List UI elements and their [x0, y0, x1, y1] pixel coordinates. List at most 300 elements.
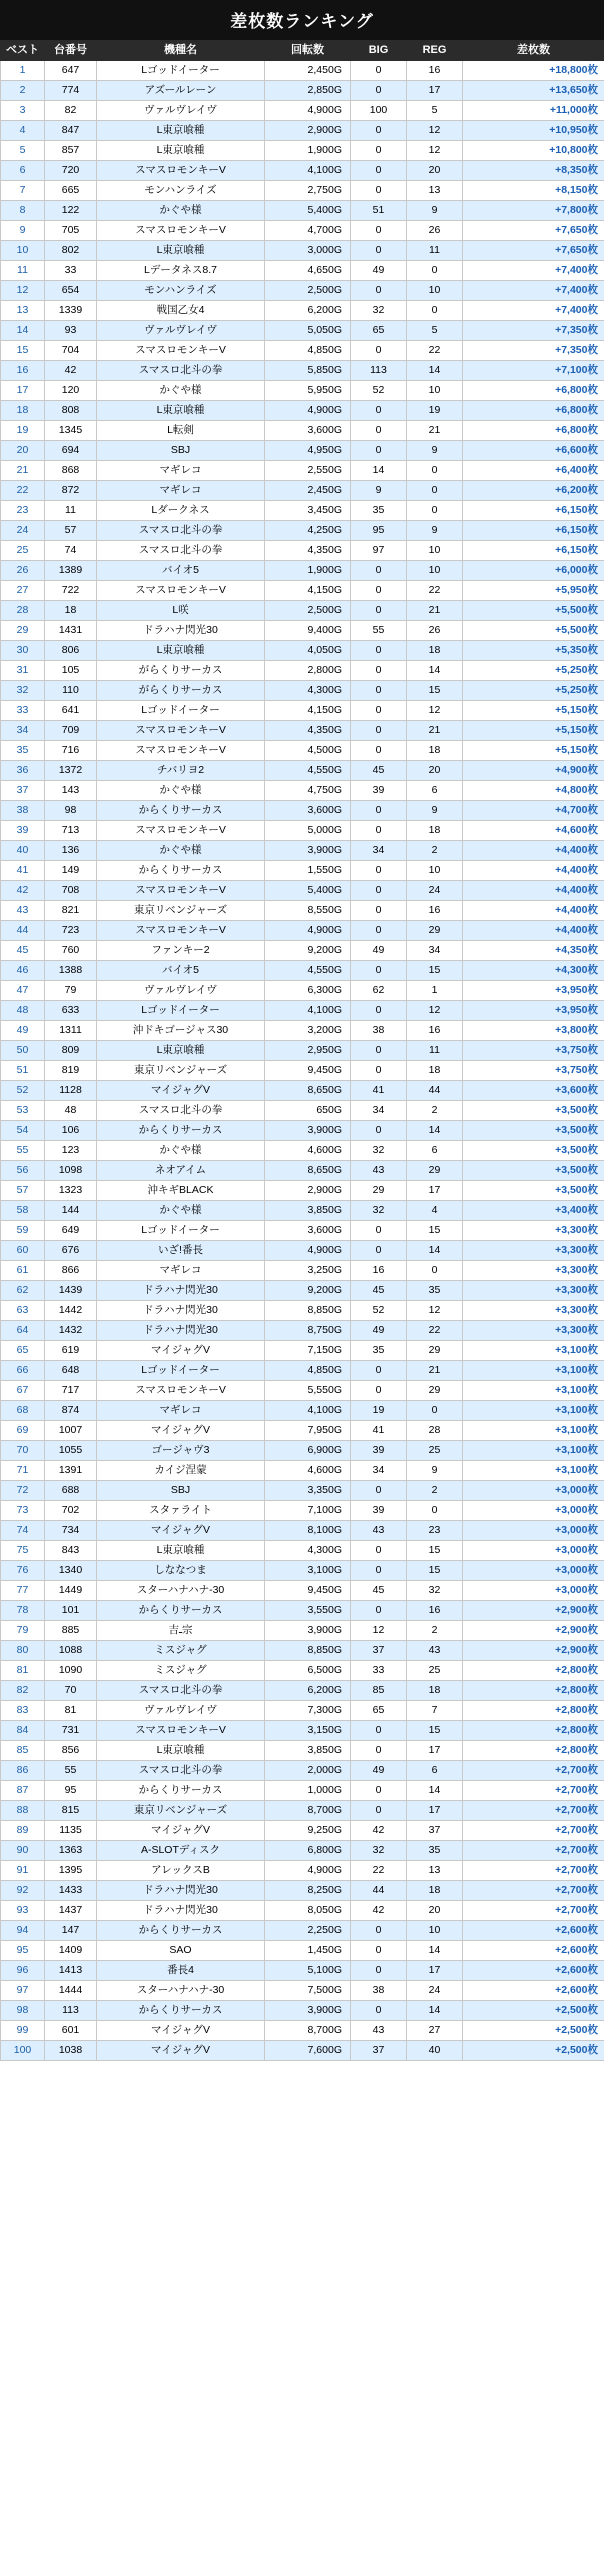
- cell-rank: 31: [1, 661, 45, 681]
- cell-diff: +7,350枚: [463, 341, 604, 361]
- cell-reg: 15: [407, 1721, 463, 1741]
- cell-diff: +2,500枚: [463, 2001, 604, 2021]
- cell-spin: 6,500G: [265, 1661, 351, 1681]
- cell-reg: 14: [407, 2001, 463, 2021]
- cell-reg: 23: [407, 1521, 463, 1541]
- cell-name: カイジ涅蒙: [97, 1461, 265, 1481]
- cell-reg: 10: [407, 381, 463, 401]
- cell-reg: 5: [407, 101, 463, 121]
- cell-spin: 2,800G: [265, 661, 351, 681]
- cell-name: スマスロモンキーV: [97, 161, 265, 181]
- cell-id: 143: [45, 781, 97, 801]
- cell-id: 709: [45, 721, 97, 741]
- cell-big: 0: [351, 1561, 407, 1581]
- cell-id: 857: [45, 141, 97, 161]
- cell-spin: 9,200G: [265, 1281, 351, 1301]
- cell-spin: 8,700G: [265, 1801, 351, 1821]
- cell-big: 0: [351, 601, 407, 621]
- cell-name: かぐや様: [97, 781, 265, 801]
- cell-name: SBJ: [97, 441, 265, 461]
- cell-reg: 20: [407, 161, 463, 181]
- cell-rank: 50: [1, 1041, 45, 1061]
- cell-spin: 4,350G: [265, 541, 351, 561]
- cell-name: からくりサーカス: [97, 1921, 265, 1941]
- cell-diff: +3,300枚: [463, 1221, 604, 1241]
- cell-name: スターハナハナ-30: [97, 1981, 265, 2001]
- cell-id: 722: [45, 581, 97, 601]
- column-header-machine-number: 台番号: [45, 41, 97, 61]
- cell-reg: 18: [407, 741, 463, 761]
- cell-spin: 5,950G: [265, 381, 351, 401]
- cell-id: 647: [45, 61, 97, 81]
- cell-rank: 3: [1, 101, 45, 121]
- cell-id: 57: [45, 521, 97, 541]
- cell-diff: +3,500枚: [463, 1141, 604, 1161]
- cell-rank: 68: [1, 1401, 45, 1421]
- cell-reg: 26: [407, 221, 463, 241]
- cell-rank: 32: [1, 681, 45, 701]
- cell-big: 0: [351, 1781, 407, 1801]
- cell-big: 0: [351, 1361, 407, 1381]
- cell-spin: 7,100G: [265, 1501, 351, 1521]
- cell-name: マイジャグV: [97, 2041, 265, 2061]
- cell-big: 95: [351, 521, 407, 541]
- cell-rank: 55: [1, 1141, 45, 1161]
- cell-diff: +2,500枚: [463, 2021, 604, 2041]
- cell-big: 43: [351, 1521, 407, 1541]
- cell-name: SBJ: [97, 1481, 265, 1501]
- cell-spin: 4,250G: [265, 521, 351, 541]
- cell-name: 東京リベンジャーズ: [97, 901, 265, 921]
- cell-reg: 0: [407, 481, 463, 501]
- cell-spin: 3,250G: [265, 1261, 351, 1281]
- cell-name: モンハンライズ: [97, 281, 265, 301]
- cell-reg: 0: [407, 261, 463, 281]
- cell-id: 1431: [45, 621, 97, 641]
- cell-spin: 1,900G: [265, 561, 351, 581]
- cell-id: 82: [45, 101, 97, 121]
- cell-spin: 7,500G: [265, 1981, 351, 2001]
- cell-rank: 14: [1, 321, 45, 341]
- cell-spin: 7,600G: [265, 2041, 351, 2061]
- table-row: [1, 1561, 604, 1581]
- cell-id: 1038: [45, 2041, 97, 2061]
- cell-id: 1389: [45, 561, 97, 581]
- table-row: [1, 901, 604, 921]
- cell-name: アズールレーン: [97, 81, 265, 101]
- cell-name: ヴァルヴレイヴ: [97, 981, 265, 1001]
- cell-reg: 24: [407, 1981, 463, 2001]
- cell-id: 1323: [45, 1181, 97, 1201]
- cell-id: 688: [45, 1481, 97, 1501]
- cell-id: 48: [45, 1101, 97, 1121]
- cell-diff: +2,700枚: [463, 1801, 604, 1821]
- cell-big: 0: [351, 241, 407, 261]
- cell-rank: 22: [1, 481, 45, 501]
- cell-name: スマスロモンキーV: [97, 581, 265, 601]
- cell-rank: 84: [1, 1721, 45, 1741]
- cell-big: 49: [351, 261, 407, 281]
- table-row: [1, 2021, 604, 2041]
- cell-name: かぐや様: [97, 1201, 265, 1221]
- cell-spin: 8,650G: [265, 1081, 351, 1101]
- cell-big: 0: [351, 181, 407, 201]
- cell-big: 97: [351, 541, 407, 561]
- cell-id: 101: [45, 1601, 97, 1621]
- cell-rank: 79: [1, 1621, 45, 1641]
- cell-spin: 3,900G: [265, 1121, 351, 1141]
- cell-rank: 91: [1, 1861, 45, 1881]
- cell-big: 29: [351, 1181, 407, 1201]
- cell-spin: 4,900G: [265, 101, 351, 121]
- cell-rank: 97: [1, 1981, 45, 2001]
- cell-spin: 4,900G: [265, 1861, 351, 1881]
- cell-id: 1395: [45, 1861, 97, 1881]
- table-row: [1, 341, 604, 361]
- table-row: [1, 981, 604, 1001]
- cell-id: 1088: [45, 1641, 97, 1661]
- cell-id: 136: [45, 841, 97, 861]
- cell-diff: +2,800枚: [463, 1661, 604, 1681]
- cell-name: スタァライト: [97, 1501, 265, 1521]
- cell-diff: +6,800枚: [463, 401, 604, 421]
- cell-diff: +2,700枚: [463, 1861, 604, 1881]
- table-row: [1, 1941, 604, 1961]
- cell-diff: +8,350枚: [463, 161, 604, 181]
- cell-name: マイジャグV: [97, 1341, 265, 1361]
- cell-rank: 25: [1, 541, 45, 561]
- table-row: [1, 1521, 604, 1541]
- table-row: [1, 261, 604, 281]
- cell-reg: 20: [407, 761, 463, 781]
- cell-spin: 7,300G: [265, 1701, 351, 1721]
- cell-spin: 1,450G: [265, 1941, 351, 1961]
- cell-id: 649: [45, 1221, 97, 1241]
- cell-diff: +6,150枚: [463, 501, 604, 521]
- table-row: [1, 1921, 604, 1941]
- cell-reg: 10: [407, 561, 463, 581]
- cell-reg: 21: [407, 421, 463, 441]
- cell-id: 1432: [45, 1321, 97, 1341]
- cell-id: 716: [45, 741, 97, 761]
- cell-big: 0: [351, 281, 407, 301]
- cell-name: からくりサーカス: [97, 861, 265, 881]
- cell-id: 1444: [45, 1981, 97, 2001]
- cell-big: 44: [351, 1881, 407, 1901]
- table-row: [1, 661, 604, 681]
- cell-big: 35: [351, 501, 407, 521]
- cell-id: 847: [45, 121, 97, 141]
- cell-name: ドラハナ閃光30: [97, 1281, 265, 1301]
- table-row: [1, 521, 604, 541]
- table-row: [1, 1101, 604, 1121]
- cell-id: 774: [45, 81, 97, 101]
- cell-reg: 22: [407, 341, 463, 361]
- cell-id: 98: [45, 801, 97, 821]
- cell-spin: 1,900G: [265, 141, 351, 161]
- cell-reg: 13: [407, 1861, 463, 1881]
- cell-reg: 16: [407, 61, 463, 81]
- cell-id: 1340: [45, 1561, 97, 1581]
- cell-rank: 35: [1, 741, 45, 761]
- cell-reg: 1: [407, 981, 463, 1001]
- cell-name: 沖ドキゴージャス30: [97, 1021, 265, 1041]
- cell-big: 0: [351, 1601, 407, 1621]
- cell-reg: 13: [407, 181, 463, 201]
- cell-id: 1135: [45, 1821, 97, 1841]
- cell-rank: 54: [1, 1121, 45, 1141]
- cell-name: スマスロ北斗の拳: [97, 521, 265, 541]
- cell-rank: 75: [1, 1541, 45, 1561]
- table-row: [1, 1641, 604, 1661]
- cell-big: 0: [351, 341, 407, 361]
- cell-reg: 27: [407, 2021, 463, 2041]
- cell-rank: 24: [1, 521, 45, 541]
- cell-rank: 73: [1, 1501, 45, 1521]
- table-row: [1, 101, 604, 121]
- table-row: [1, 221, 604, 241]
- cell-diff: +6,800枚: [463, 421, 604, 441]
- table-row: [1, 1581, 604, 1601]
- cell-big: 45: [351, 1581, 407, 1601]
- cell-rank: 36: [1, 761, 45, 781]
- cell-diff: +2,800枚: [463, 1741, 604, 1761]
- cell-diff: +5,350枚: [463, 641, 604, 661]
- cell-reg: 2: [407, 1101, 463, 1121]
- cell-id: 856: [45, 1741, 97, 1761]
- cell-rank: 52: [1, 1081, 45, 1101]
- cell-big: 0: [351, 961, 407, 981]
- table-row: [1, 1061, 604, 1081]
- cell-diff: +3,750枚: [463, 1061, 604, 1081]
- cell-diff: +2,700枚: [463, 1881, 604, 1901]
- cell-spin: 5,400G: [265, 201, 351, 221]
- cell-big: 0: [351, 581, 407, 601]
- cell-spin: 8,250G: [265, 1881, 351, 1901]
- table-row: [1, 1981, 604, 2001]
- table-row: [1, 761, 604, 781]
- cell-diff: +3,800枚: [463, 1021, 604, 1041]
- table-row: [1, 541, 604, 561]
- cell-name: L転剣: [97, 421, 265, 441]
- cell-big: 0: [351, 1061, 407, 1081]
- table-row: [1, 601, 604, 621]
- cell-spin: 4,900G: [265, 921, 351, 941]
- cell-id: 760: [45, 941, 97, 961]
- table-row: [1, 701, 604, 721]
- cell-id: 704: [45, 341, 97, 361]
- cell-diff: +6,150枚: [463, 541, 604, 561]
- cell-diff: +6,800枚: [463, 381, 604, 401]
- cell-rank: 62: [1, 1281, 45, 1301]
- table-row: [1, 1241, 604, 1261]
- cell-diff: +3,000枚: [463, 1581, 604, 1601]
- table-row: [1, 361, 604, 381]
- cell-reg: 14: [407, 1941, 463, 1961]
- table-row: [1, 401, 604, 421]
- cell-rank: 64: [1, 1321, 45, 1341]
- cell-id: 885: [45, 1621, 97, 1641]
- cell-reg: 10: [407, 541, 463, 561]
- cell-big: 38: [351, 1021, 407, 1041]
- cell-name: マイジャグV: [97, 1821, 265, 1841]
- cell-spin: 3,000G: [265, 241, 351, 261]
- cell-reg: 11: [407, 1041, 463, 1061]
- table-row: [1, 1161, 604, 1181]
- table-row: [1, 1001, 604, 1021]
- cell-rank: 18: [1, 401, 45, 421]
- table-row: [1, 1861, 604, 1881]
- cell-spin: 4,150G: [265, 581, 351, 601]
- table-header-row: [1, 41, 604, 61]
- cell-big: 49: [351, 1321, 407, 1341]
- cell-rank: 86: [1, 1761, 45, 1781]
- cell-reg: 0: [407, 1501, 463, 1521]
- cell-id: 33: [45, 261, 97, 281]
- cell-diff: +7,800枚: [463, 201, 604, 221]
- cell-rank: 85: [1, 1741, 45, 1761]
- cell-rank: 49: [1, 1021, 45, 1041]
- table-row: [1, 1901, 604, 1921]
- cell-name: スマスロ北斗の拳: [97, 541, 265, 561]
- cell-name: マイジャグV: [97, 1081, 265, 1101]
- cell-big: 41: [351, 1081, 407, 1101]
- cell-rank: 21: [1, 461, 45, 481]
- cell-rank: 41: [1, 861, 45, 881]
- cell-id: 1439: [45, 1281, 97, 1301]
- table-row: [1, 2041, 604, 2061]
- cell-name: からくりサーカス: [97, 801, 265, 821]
- cell-reg: 16: [407, 1021, 463, 1041]
- cell-name: ドラハナ閃光30: [97, 1901, 265, 1921]
- cell-rank: 96: [1, 1961, 45, 1981]
- cell-big: 0: [351, 221, 407, 241]
- cell-spin: 4,700G: [265, 221, 351, 241]
- cell-reg: 25: [407, 1661, 463, 1681]
- cell-name: スマスロモンキーV: [97, 921, 265, 941]
- cell-diff: +3,100枚: [463, 1341, 604, 1361]
- cell-reg: 5: [407, 321, 463, 341]
- cell-diff: +5,150枚: [463, 741, 604, 761]
- cell-id: 809: [45, 1041, 97, 1061]
- cell-name: アレックスB: [97, 1861, 265, 1881]
- cell-diff: +3,500枚: [463, 1101, 604, 1121]
- cell-spin: 3,850G: [265, 1741, 351, 1761]
- cell-diff: +2,800枚: [463, 1701, 604, 1721]
- cell-big: 0: [351, 681, 407, 701]
- cell-diff: +4,400枚: [463, 841, 604, 861]
- cell-reg: 18: [407, 641, 463, 661]
- cell-id: 731: [45, 1721, 97, 1741]
- cell-name: マギレコ: [97, 1261, 265, 1281]
- cell-big: 0: [351, 1221, 407, 1241]
- table-row: [1, 681, 604, 701]
- cell-big: 0: [351, 1721, 407, 1741]
- cell-reg: 18: [407, 1061, 463, 1081]
- cell-reg: 12: [407, 1001, 463, 1021]
- cell-rank: 27: [1, 581, 45, 601]
- cell-id: 1391: [45, 1461, 97, 1481]
- cell-name: ミスジャグ: [97, 1641, 265, 1661]
- cell-rank: 44: [1, 921, 45, 941]
- cell-diff: +3,000枚: [463, 1481, 604, 1501]
- cell-name: スマスロモンキーV: [97, 721, 265, 741]
- cell-rank: 88: [1, 1801, 45, 1821]
- cell-reg: 29: [407, 1381, 463, 1401]
- cell-big: 0: [351, 401, 407, 421]
- cell-reg: 21: [407, 601, 463, 621]
- table-row: [1, 321, 604, 341]
- cell-id: 815: [45, 1801, 97, 1821]
- cell-reg: 0: [407, 1261, 463, 1281]
- cell-diff: +2,700枚: [463, 1841, 604, 1861]
- cell-id: 1449: [45, 1581, 97, 1601]
- cell-id: 1311: [45, 1021, 97, 1041]
- cell-rank: 66: [1, 1361, 45, 1381]
- cell-spin: 2,900G: [265, 121, 351, 141]
- cell-name: 東京リベンジャーズ: [97, 1061, 265, 1081]
- cell-reg: 43: [407, 1641, 463, 1661]
- cell-rank: 59: [1, 1221, 45, 1241]
- table-row: [1, 1321, 604, 1341]
- cell-diff: +5,250枚: [463, 661, 604, 681]
- cell-diff: +3,000枚: [463, 1501, 604, 1521]
- cell-rank: 17: [1, 381, 45, 401]
- cell-rank: 51: [1, 1061, 45, 1081]
- cell-rank: 28: [1, 601, 45, 621]
- table-row: [1, 281, 604, 301]
- cell-reg: 29: [407, 1161, 463, 1181]
- cell-diff: +7,400枚: [463, 301, 604, 321]
- cell-diff: +3,300枚: [463, 1281, 604, 1301]
- cell-big: 0: [351, 861, 407, 881]
- cell-name: スターハナハナ-30: [97, 1581, 265, 1601]
- cell-id: 149: [45, 861, 97, 881]
- cell-name: ドラハナ閃光30: [97, 1321, 265, 1341]
- cell-name: バイオ5: [97, 561, 265, 581]
- cell-reg: 15: [407, 1561, 463, 1581]
- cell-rank: 43: [1, 901, 45, 921]
- cell-big: 51: [351, 201, 407, 221]
- cell-diff: +2,800枚: [463, 1721, 604, 1741]
- table-row: [1, 1301, 604, 1321]
- table-row: [1, 161, 604, 181]
- cell-spin: 7,150G: [265, 1341, 351, 1361]
- cell-diff: +6,200枚: [463, 481, 604, 501]
- cell-name: 戦国乙女4: [97, 301, 265, 321]
- cell-diff: +2,500枚: [463, 2041, 604, 2061]
- cell-rank: 56: [1, 1161, 45, 1181]
- cell-spin: 2,550G: [265, 461, 351, 481]
- cell-name: Lゴッドイーター: [97, 701, 265, 721]
- cell-spin: 4,850G: [265, 341, 351, 361]
- cell-diff: +3,100枚: [463, 1421, 604, 1441]
- cell-spin: 3,600G: [265, 801, 351, 821]
- cell-name: Lゴッドイーター: [97, 1361, 265, 1381]
- cell-name: スマスロ北斗の拳: [97, 1681, 265, 1701]
- cell-reg: 35: [407, 1841, 463, 1861]
- ranking-table: [0, 40, 604, 2061]
- table-row: [1, 481, 604, 501]
- table-row: [1, 381, 604, 401]
- table-row: [1, 241, 604, 261]
- cell-spin: 4,900G: [265, 401, 351, 421]
- cell-rank: 16: [1, 361, 45, 381]
- table-row: [1, 1481, 604, 1501]
- cell-big: 62: [351, 981, 407, 1001]
- table-row: [1, 821, 604, 841]
- cell-reg: 19: [407, 401, 463, 421]
